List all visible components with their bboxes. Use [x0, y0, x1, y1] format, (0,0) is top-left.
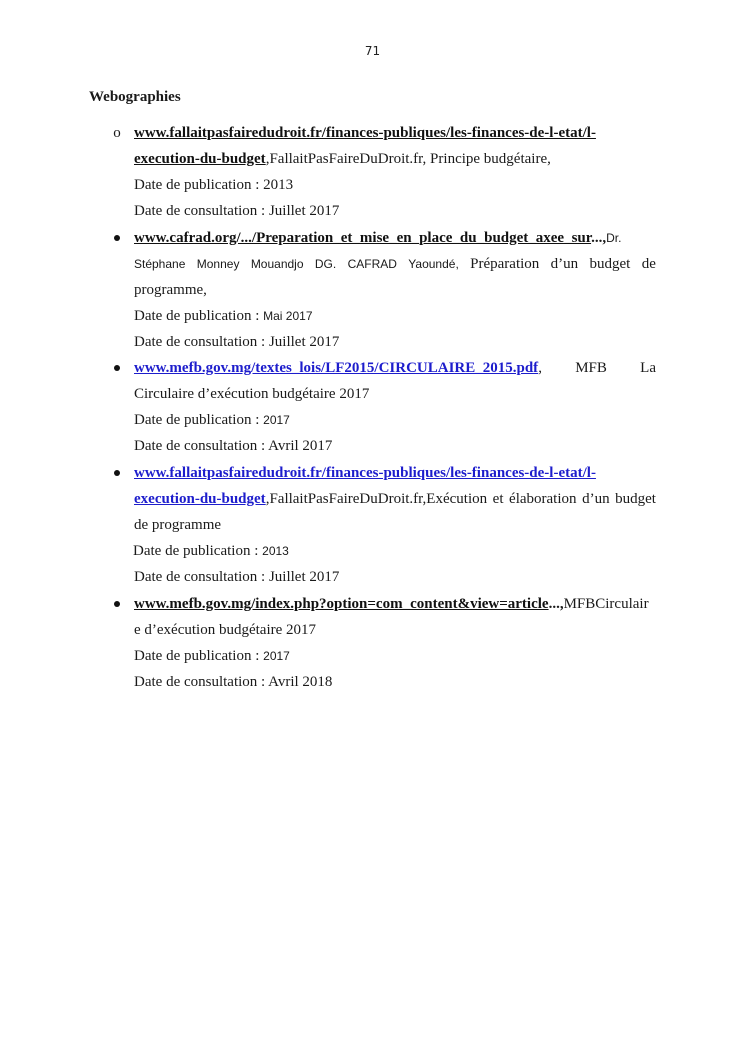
entry-link[interactable]: www.cafrad.org/.../Preparation_et_mise_en_place_du_budget_axee_sur: [134, 230, 592, 246]
consultation-date: Date de consultation : Juillet 2017: [134, 334, 340, 350]
consultation-date: Date de consultation : Avril 2017: [134, 438, 333, 454]
bullet-icon: [110, 225, 124, 251]
publication-date: Date de publication : Mai 2017: [134, 308, 313, 324]
page-number: 71: [364, 44, 381, 58]
link-ellipsis: ...,: [548, 596, 564, 612]
webography-entry: [134, 225, 656, 355]
entry-description-line: Stéphane Monney Mouandjo DG. CAFRAD Yaoundé, Préparation d’un budget de: [134, 256, 656, 272]
entry-description-end: programme,: [134, 282, 207, 298]
link-ellipsis: ...,: [591, 230, 607, 246]
entry-description: ,FallaitPasFaireDuDroit.fr, Principe budgétaire,: [265, 151, 551, 167]
bullet-icon: [110, 355, 124, 381]
entry-author-start: Dr.: [606, 231, 622, 245]
publication-date: Date de publication : 2017: [134, 648, 290, 664]
entry-description: Circulaire d’exécution budgétaire 2017: [134, 386, 370, 402]
publication-date: Date de publication : 2017: [134, 412, 290, 428]
consultation-date: Date de consultation : Juillet 2017: [134, 569, 340, 585]
entry-link[interactable]: www.mefb.gov.mg/textes_lois/LF2015/CIRCULAIRE_2015.pdf: [134, 360, 539, 376]
publication-date: Date de publication : 2013: [133, 543, 289, 559]
section-heading: Webographies: [89, 89, 181, 105]
publication-date: Date de publication : 2013: [134, 177, 294, 193]
webography-entry: www.fallaitpasfairedudroit.fr/finances-publiques/les-finances-de-l-etat/l- execution-du-budget,FallaitPasFaireDuDroit.fr,Exécution et élaboration d’un budget de programme Date de publication : 2013 Date de consultation : Juillet 2017: [134, 460, 656, 590]
entry-link[interactable]: www.fallaitpasfairedudroit.fr/finances-publiques/les-finances-de-l-etat/l-: [134, 125, 596, 141]
entry-source: MFB: [575, 360, 607, 376]
circle-bullet-icon: o: [113, 125, 121, 141]
entry-description: MFBCirculair: [563, 596, 649, 612]
bullet-icon: [110, 591, 124, 617]
consultation-date: Date de consultation : Avril 2018: [134, 674, 333, 690]
webography-entry: [113, 120, 656, 224]
webography-entry: [134, 591, 656, 695]
entry-link-continued[interactable]: execution-du-budget: [134, 151, 266, 167]
bullet-icon: [110, 460, 124, 486]
entry-link[interactable]: www.mefb.gov.mg/index.php?option=com_content&view=article: [134, 596, 549, 612]
entry-article: La: [640, 360, 656, 376]
entry-link[interactable]: www.fallaitpasfairedudroit.fr/finances-publiques/les-finances-de-l-etat/l-: [134, 465, 596, 481]
entry-description-end: de programme: [134, 517, 222, 533]
webography-entry: www.mefb.gov.mg/textes_lois/LF2015/CIRCULAIRE_2015.pdf, MFB La Circulaire d’exécution budgétaire 2017 Date de publication : 2017 Date de consultation : Avril 2017: [134, 355, 656, 459]
entry-description-end: e d’exécution budgétaire 2017: [134, 622, 317, 638]
consultation-date: Date de consultation : Juillet 2017: [134, 203, 340, 219]
entry-link-continued[interactable]: execution-du-budget: [134, 491, 266, 507]
